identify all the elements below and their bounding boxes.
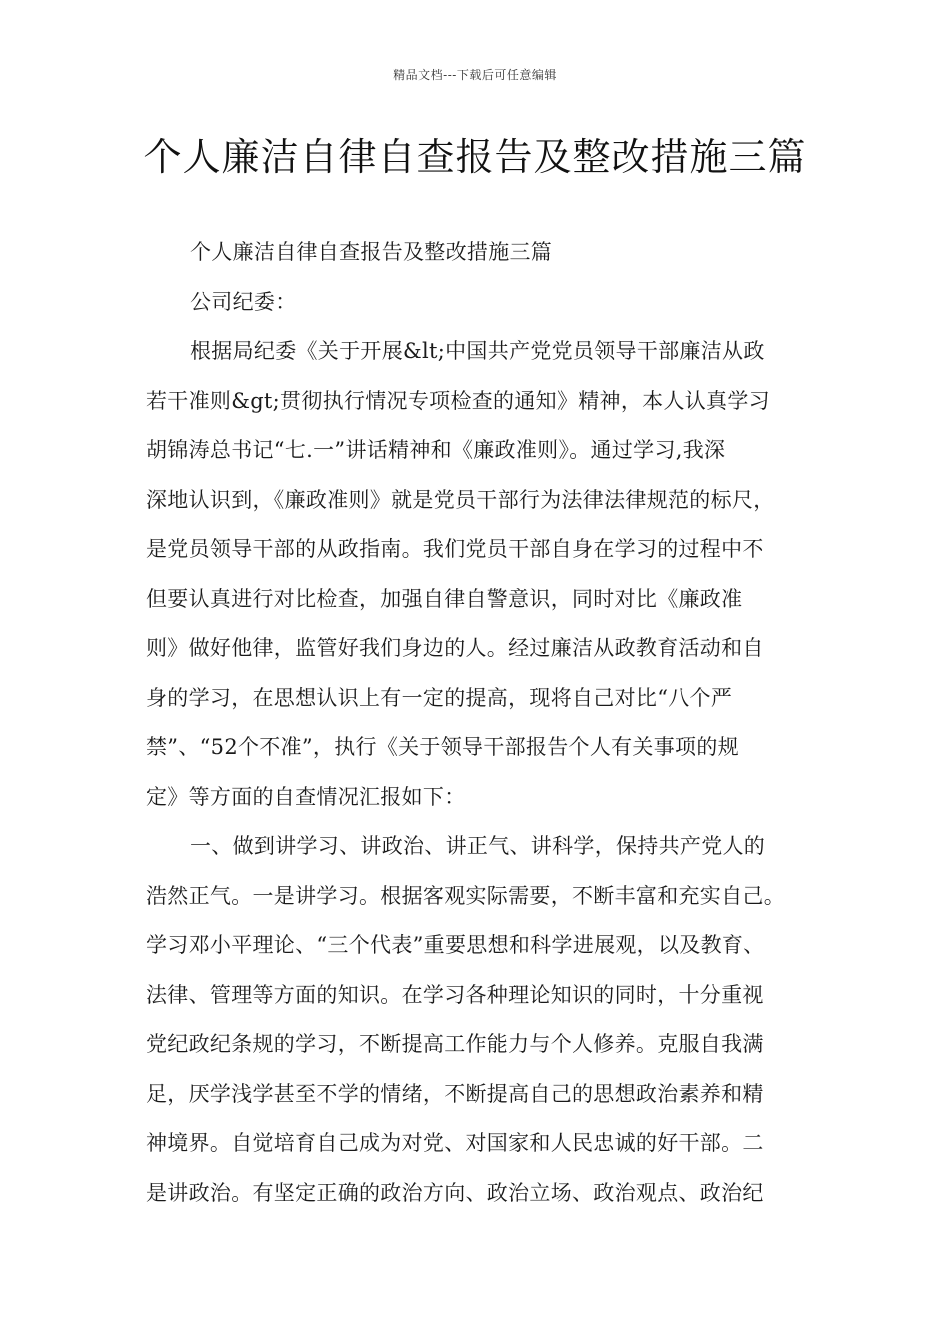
body-line: 一、做到讲学习、讲政治、讲正气、讲科学，保持共产党人的 (190, 834, 766, 858)
body-line: 定》等方面的自查情况汇报如下： (146, 784, 466, 809)
body-line: 若干准则&gt;贯彻执行情况专项检查的通知》精神，本人认真学习 (146, 388, 770, 413)
body-line: 神境界。自觉培育自己成为对党、对国家和人民忠诚的好干部。二 (146, 1131, 764, 1155)
document-title: 个人廉洁自律自查报告及整改措施三篇 (143, 135, 807, 179)
header-note: 精品文档---下载后可任意编辑 (393, 68, 557, 82)
body-line: 是党员领导干部的从政指南。我们党员干部自身在学习的过程中不 (146, 537, 764, 561)
body-line: 根据局纪委《关于开展&lt;中国共产党党员领导干部廉洁从政 (190, 339, 765, 363)
body-line: 是讲政治。有坚定正确的政治方向、政治立场、政治观点、政治纪 (146, 1180, 764, 1205)
body-line: 公司纪委： (190, 289, 297, 314)
body-line: 党纪政纪条规的学习，不断提高工作能力与个人修养。克服自我满 (146, 1032, 764, 1056)
document-body (146, 228, 816, 1218)
body-line: 禁”、“52个不准”，执行《关于领导干部报告个人有关事项的规 (146, 735, 739, 759)
body-line: 个人廉洁自律自查报告及整改措施三篇 (190, 240, 553, 264)
body-line: 则》做好他律，监管好我们身边的人。经过廉洁从政教育活动和自 (146, 636, 764, 660)
body-line: 胡锦涛总书记“七.一”讲话精神和《廉政准则》。通过学习,我深 (146, 438, 726, 462)
body-line: 学习邓小平理论、“三个代表”重要思想和科学进展观，以及教育、 (146, 933, 765, 957)
body-line: 深地认识到，《廉政准则》就是党员干部行为法律法律规范的标尺， (146, 487, 775, 512)
body-line: 法律、管理等方面的知识。在学习各种理论知识的同时，十分重视 (146, 982, 764, 1007)
body-line: 身的学习，在思想认识上有一定的提高，现将自己对比“八个严 (146, 685, 733, 710)
body-line: 浩然正气。一是讲学习。根据客观实际需要，不断丰富和充实自己。 (146, 883, 785, 908)
body-line: 但要认真进行对比检查，加强自律自警意识，同时对比《廉政准 (146, 586, 743, 611)
body-line: 足，厌学浅学甚至不学的情绪，不断提高自己的思想政治素养和精 (146, 1081, 764, 1106)
